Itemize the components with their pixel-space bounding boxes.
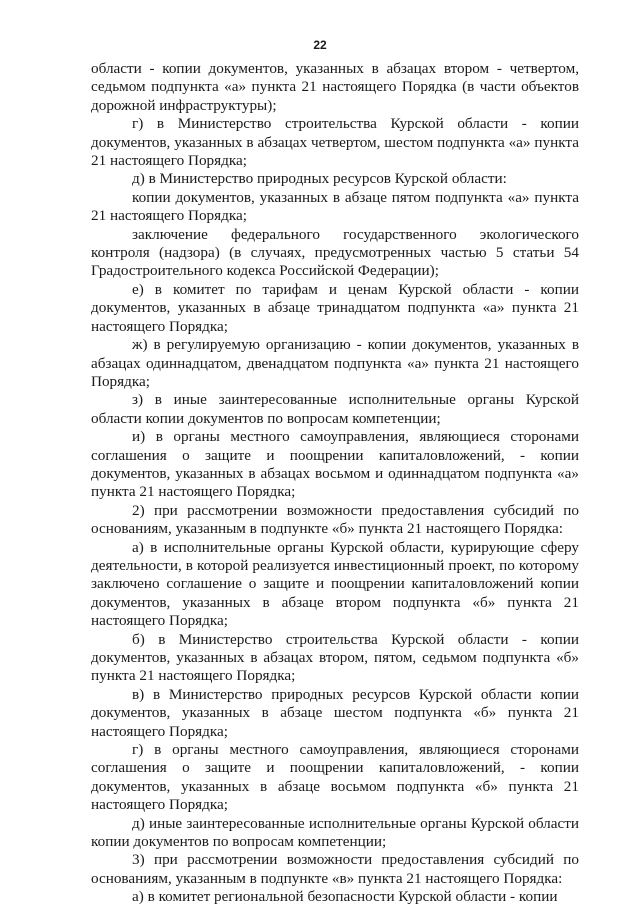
paragraph: а) в исполнительные органы Курской области, курирующие сферу деятельности, в которой реализуется инвестиционный проект, по которому заключено соглашение о защите и поощрении капиталовложений копии документов, указанных в абзаце втором подпункта «б» пункта 21 настоящего Порядка; (91, 538, 579, 630)
paragraph: б) в Министерство строительства Курской области - копии документов, указанных в абзацах втором, пятом, седьмом подпункта «б» пункта 21 настоящего Порядка; (91, 630, 579, 685)
page-number: 22 (313, 38, 327, 52)
paragraph: г) в органы местного самоуправления, являющиеся сторонами соглашения о защите и поощрении капиталовложений, - копии документов, указанных в абзаце восьмом подпункта «б» пункта 21 настоящего Порядка; (91, 741, 579, 814)
paragraph: и) в органы местного самоуправления, являющиеся сторонами соглашения о защите и поощрении капиталовложений, - копии документов, указанных в абзацах восьмом и одиннадцатом подпункта «а» пункта 21 настоящего Порядка; (91, 428, 579, 501)
paragraph: д) в Министерство природных ресурсов Курской области: (132, 170, 507, 188)
paragraph: 2) при рассмотрении возможности предоставления субсидий по основаниям, указанным в подпункте «б» пункта 21 настоящего Порядка: (91, 501, 579, 538)
paragraph: ж) в регулируемую организацию - копии документов, указанных в абзацах одиннадцатом, двенадцатом подпункта «а» пункта 21 настоящего Порядка; (91, 336, 579, 390)
paragraph: 3) при рассмотрении возможности предоставления субсидий по основаниям, указанным в подпункте «в» пункта 21 настоящего Порядка: (91, 851, 579, 887)
paragraph: е) в комитет по тарифам и ценам Курской области - копии документов, указанных в абзаце тринадцатом подпункта «а» пункта 21 настоящего Порядка; (91, 280, 579, 335)
document-body (91, 60, 579, 907)
paragraph: г) в Министерство строительства Курской области - копии документов, указанных в абзацах четвертом, шестом подпункта «а» пункта 21 настоящего Порядка; (91, 115, 579, 170)
paragraph: в) в Министерство природных ресурсов Курской области копии документов, указанных в абзаце шестом подпункта «б» пункта 21 настоящего Порядка; (91, 685, 579, 740)
paragraph: а) в комитет региональной безопасности Курской области - копии (132, 888, 558, 906)
paragraph: д) иные заинтересованные исполнительные органы Курской области копии документов по вопросам компетенции; (91, 814, 579, 851)
paragraph: заключение федерального государственного экологического контроля (надзора) (в случаях, предусмотренных частью 5 статьи 54 Градостроительного кодекса Российской Федерации); (91, 225, 579, 280)
paragraph: области - копии документов, указанных в абзацах втором - четвертом, седьмом подпункта «а» пункта 21 настоящего Порядка (в части объектов дорожной инфраструктуры); (91, 60, 579, 114)
paragraph: з) в иные заинтересованные исполнительные органы Курской области копии документов по вопросам компетенции; (91, 391, 579, 427)
paragraph: копии документов, указанных в абзаце пятом подпункта «а» пункта 21 настоящего Порядка; (91, 188, 579, 225)
